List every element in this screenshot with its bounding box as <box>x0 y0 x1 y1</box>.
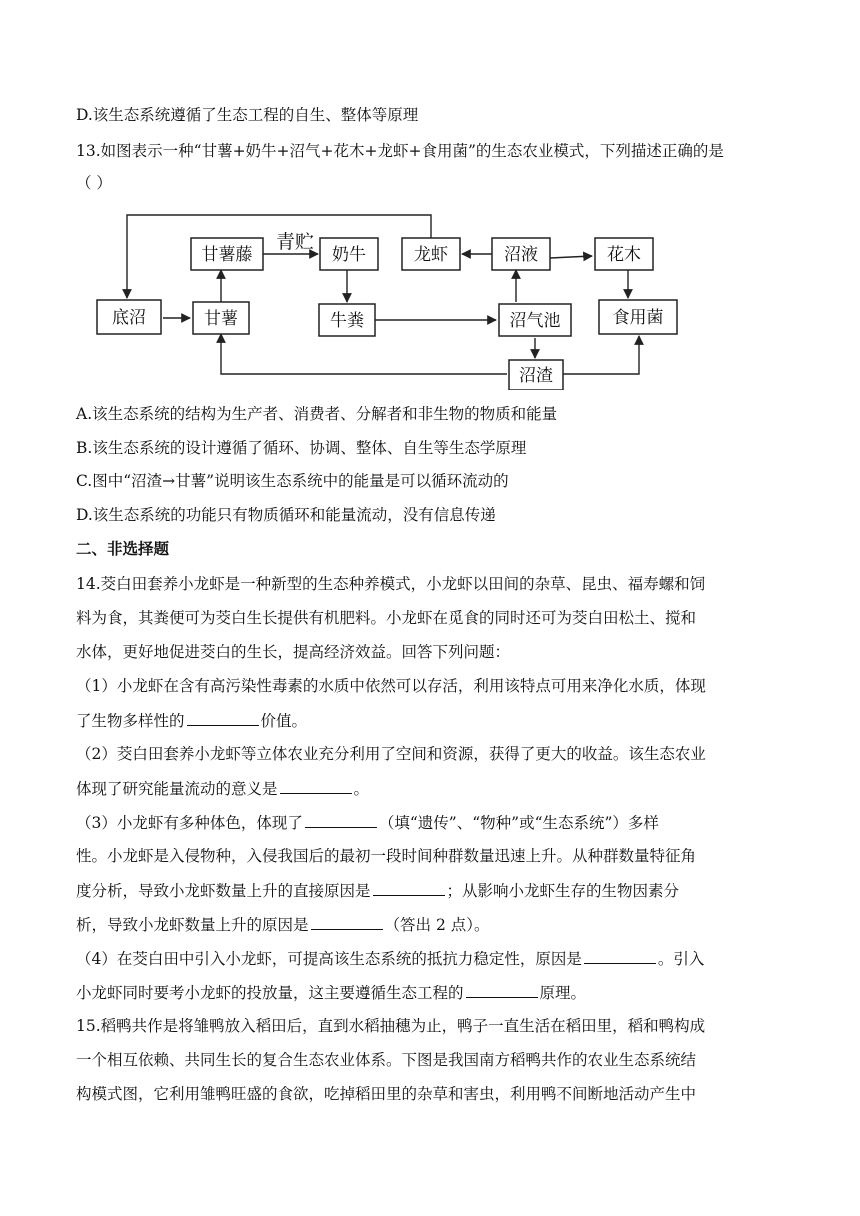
node-huamu <box>595 238 653 270</box>
svg-text:沼气池: 沼气池 <box>509 311 561 331</box>
svg-text:龙虾: 龙虾 <box>414 245 448 265</box>
node-zhaoye <box>492 238 550 270</box>
q14-part3-line-4: 析，导致小龙虾数量上升的原因是 （答出 2 点）。 <box>76 913 784 936</box>
node-ganshuteng <box>191 238 263 270</box>
q14-part3-line-1: （3）小龙虾有多种体色，体现了 （填“遗传”、“物种”或“生态系统”）多样 <box>76 811 784 834</box>
svg-text:沼渣: 沼渣 <box>519 366 553 386</box>
q14-part3-line-3: 度分析，导致小龙虾数量上升的直接原因是 ；从影响小龙虾生存的生物因素分 <box>76 879 784 902</box>
eco-agriculture-diagram <box>90 210 690 390</box>
q15-text-line-1: 15.稻鸭共作是将雏鸭放入稻田后，直到水稻抽穗为止，鸭子一直生活在稻田里，稻和鸭构成 <box>76 1017 706 1035</box>
node-shiyongjun <box>599 300 677 334</box>
answer-blank[interactable] <box>584 947 656 964</box>
node-longxia <box>402 238 460 270</box>
answer-blank[interactable] <box>280 777 352 794</box>
edge-zhaoye-huamu <box>550 256 592 258</box>
q14-part3-line-2: 性。小龙虾是入侵物种，入侵我国后的最初一段时间种群数量迅速上升。从种群数量特征角 <box>76 847 697 865</box>
answer-blank[interactable] <box>305 811 377 828</box>
svg-text:甘薯: 甘薯 <box>204 309 238 329</box>
svg-text:牛粪: 牛粪 <box>330 311 364 331</box>
answer-blank[interactable] <box>311 913 383 930</box>
q14-part4-line-1: （4）在茭白田中引入小龙虾，可提高该生态系统的抵抗力稳定性，原因是 。引入 <box>76 947 784 970</box>
answer-blank[interactable] <box>187 709 259 726</box>
answer-blank[interactable] <box>466 981 538 998</box>
svg-text:底沼: 底沼 <box>112 308 146 328</box>
q14-part1-line-2: 了生物多样性的 价值。 <box>76 709 784 732</box>
q14-part2-line-1: （2）茭白田套养小龙虾等立体农业充分利用了空间和资源，获得了更大的收益。该生态农业 <box>76 745 706 763</box>
question-13-paren: （ ） <box>76 174 112 192</box>
option-13c: C.图中“沼渣→甘薯”说明该生态系统中的能量是可以循环流动的 <box>76 472 509 490</box>
edge-zhaozha-ganshu <box>221 334 507 374</box>
node-disha <box>97 300 161 334</box>
option-13a: A.该生态系统的结构为生产者、消费者、分解者和非生物的物质和能量 <box>76 405 558 423</box>
section-heading: 二、非选择题 <box>76 539 170 558</box>
svg-text:花木: 花木 <box>607 245 641 265</box>
answer-blank[interactable] <box>373 879 445 896</box>
q14-text-line-1: 14.茭白田套养小龙虾是一种新型的生态种养模式，小龙虾以田间的杂草、昆虫、福寿螺和饲 <box>76 575 706 593</box>
question-13-stem: 13.如图表示一种“甘薯+奶牛+沼气+花木+龙虾+食用菌”的生态农业模式，下列描述正确的是 <box>76 142 724 160</box>
node-zhaoqichi <box>499 304 571 336</box>
node-zhaozha <box>509 360 563 390</box>
svg-text:食用菌: 食用菌 <box>612 308 664 328</box>
node-nainiu <box>320 238 378 270</box>
svg-text:奶牛: 奶牛 <box>332 245 366 265</box>
option-13d: D.该生态系统的功能只有物质循环和能量流动，没有信息传递 <box>76 506 496 524</box>
label-qingzhu: 青贮 <box>275 231 315 253</box>
q15-text-line-3: 构模式图，它利用雏鸭旺盛的食欲，吃掉稻田里的杂草和害虫，利用鸭不间断地活动产生中 <box>76 1085 697 1103</box>
q14-part1-line-1: （1）小龙虾在含有高污染性毒素的水质中依然可以存活，利用该特点可用来净化水质，体现 <box>76 677 706 695</box>
q15-text-line-2: 一个相互依赖、共同生长的复合生态农业体系。下图是我国南方稻鸭共作的农业生态系统结 <box>76 1051 697 1069</box>
edge-zhaozha-shiyongjun <box>563 336 639 374</box>
svg-text:沼液: 沼液 <box>504 245 538 265</box>
option-12d: D.该生态系统遵循了生态工程的自生、整体等原理 <box>76 106 419 124</box>
q14-text-line-2: 料为食，其粪便可为茭白生长提供有机肥料。小龙虾在觅食的同时还可为茭白田松土、搅和 <box>76 609 697 627</box>
node-niufen <box>319 304 375 336</box>
q14-part2-line-2: 体现了研究能量流动的意义是 。 <box>76 777 784 800</box>
svg-text:甘薯藤: 甘薯藤 <box>201 245 253 265</box>
q14-text-line-3: 水体，更好地促进茭白的生长，提高经济效益。回答下列问题： <box>76 643 511 661</box>
edge-longxia-disha <box>127 215 431 298</box>
option-13b: B.该生态系统的设计遵循了循环、协调、整体、自生等生态学原理 <box>76 439 527 457</box>
node-ganshu <box>193 302 249 334</box>
q14-part4-line-2: 小龙虾同时要考小龙虾的投放量，这主要遵循生态工程的 原理。 <box>76 981 784 1004</box>
